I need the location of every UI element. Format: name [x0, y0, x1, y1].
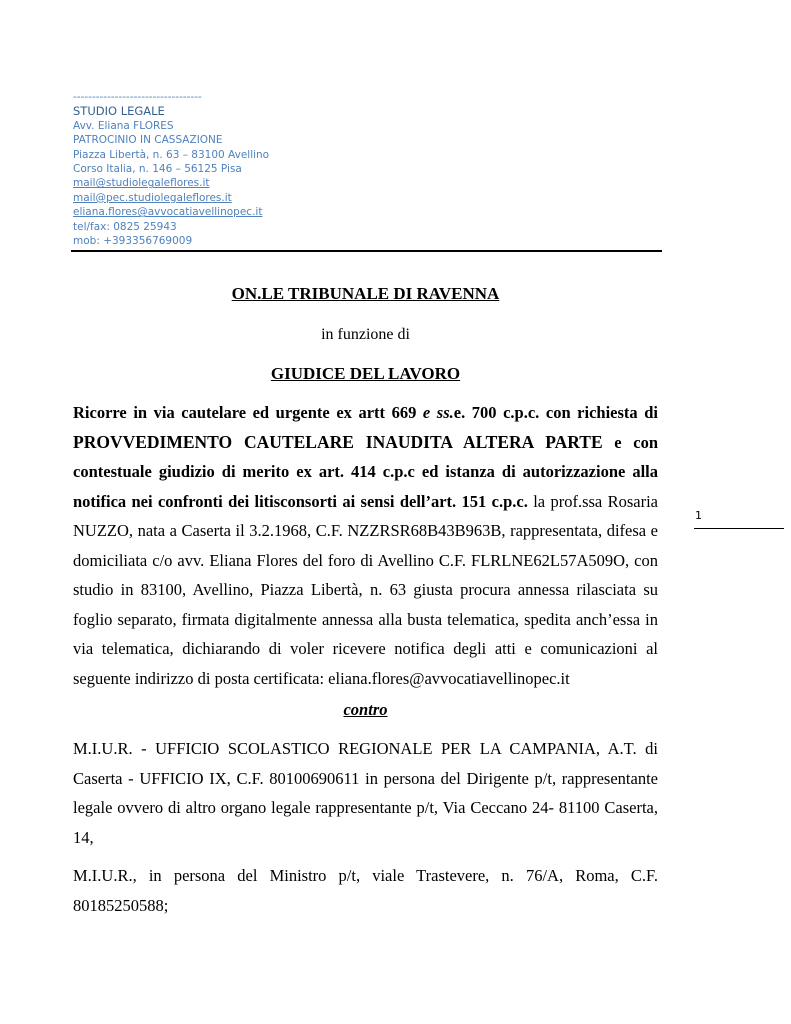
judge-heading: GIUDICE DEL LAVORO — [270, 364, 461, 383]
margin-comment-rule — [694, 528, 784, 529]
respondent-miur: M.I.U.R., in persona del Ministro p/t, viale Trastevere, n. 76/A, Roma, C.F. 80185250588; — [73, 866, 658, 915]
ricorso-italic: e ss. — [422, 403, 454, 422]
letterhead — [73, 90, 333, 248]
letterhead-divider: ---------------------------------- — [73, 91, 202, 103]
lawyer-title: PATROCINIO IN CASSAZIONE — [73, 134, 223, 147]
respondent-usr-campania: M.I.U.R. - UFFICIO SCOLASTICO REGIONALE PER LA CAMPANIA, A.T. di Caserta - UFFICIO IX, C.F. 80100690611 in persona del Dirigente p/t, rappresentante legale ovvero di altro organo legale rappresentante p/t, Via Ceccano 24- 81100 Caserta, 14, — [73, 739, 658, 847]
page-number: 1 — [695, 509, 702, 522]
ricorso-provvedimento: PROVVEDIMENTO CAUTELARE INAUDITA ALTERA PARTE — [73, 431, 603, 452]
pec-email-link[interactable]: mail@pec.studiolegaleflores.it — [73, 191, 232, 204]
address-pisa: Corso Italia, n. 146 – 56125 Pisa — [73, 163, 242, 176]
email-link[interactable]: mail@studiolegaleflores.it — [73, 177, 210, 190]
letterhead-rule — [71, 250, 662, 252]
lawyer-name: Avv. Eliana FLORES — [73, 119, 174, 132]
ricorso-party-details: la prof.ssa Rosaria NUZZO, nata a Caserta il 3.2.1968, C.F. NZZRSR68B43B963B, rappresentata, difesa e domiciliata c/o avv. Eliana Flores del foro di Avellino C.F. FLRLNE62L57A509O, con studio in 83100, Avellino, Piazza Libertà, n. 63 giusta procura annessa rilasciata su foglio separato, firmata digitalmente annessa alla busta telematica, spedita anch’essa in via telematica, dichiarando di voler ricevere notifica degli atti e comunicazioni al seguente indirizzo di posta certificata: eliana.flores@avvocatiavellinopec.it — [73, 491, 658, 688]
address-avellino: Piazza Libertà, n. 63 – 83100 Avellino — [73, 148, 270, 161]
ricorso-intro: Ricorre in via cautelare ed urgente ex artt 669 — [73, 403, 423, 422]
function-label: in funzione di — [321, 326, 410, 343]
contro-heading: contro — [343, 700, 388, 719]
pec-avvocati-email-link[interactable]: eliana.flores@avvocatiavellinopec.it — [73, 206, 263, 219]
court-heading: ON.LE TRIBUNALE DI RAVENNA — [231, 284, 500, 303]
ricorso-articles: e. 700 c.p.c. con richiesta di — [453, 403, 658, 422]
mobile-number: mob: +393356769009 — [73, 235, 193, 248]
phone-number: tel/fax: 0825 25943 — [73, 220, 177, 233]
ricorso-paragraph — [73, 398, 658, 693]
studio-name: STUDIO LEGALE — [73, 104, 165, 119]
ricorso-merito: e con contestuale giudizio di merito ex art. 414 c.p.c ed istanza di autorizzazione alla notifica nei confronti dei litisconsorti ai sensi dell’art. 151 c.p.c. — [73, 432, 658, 511]
